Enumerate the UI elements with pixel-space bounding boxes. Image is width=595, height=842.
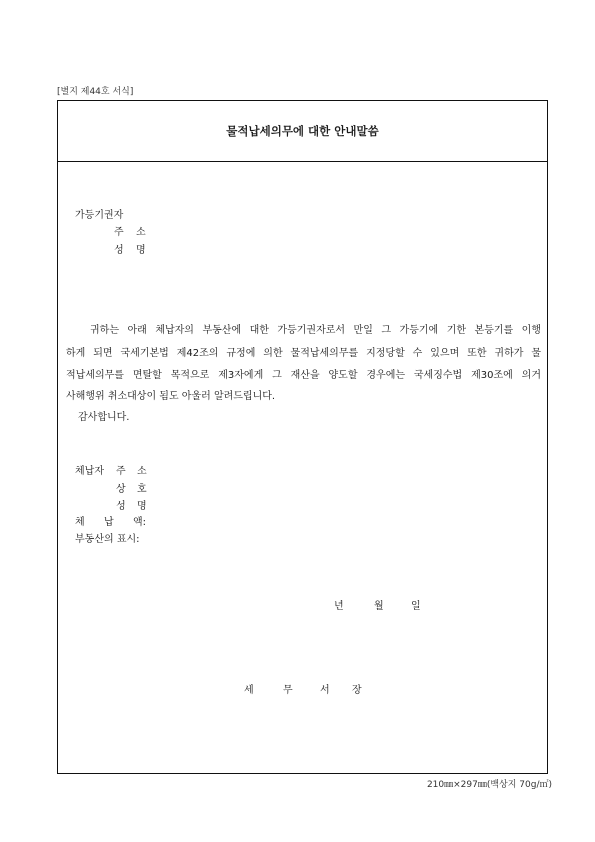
delinquent-heading: 체납자 (75, 466, 104, 477)
amount-label-char3: 액: (133, 517, 147, 528)
recipient-address-label-char2: 소 (136, 227, 146, 238)
recipient-name-label-char1: 성 (114, 245, 124, 256)
title-divider (57, 161, 548, 162)
amount-label-char2: 납 (104, 517, 114, 528)
signatory-char3: 서 (320, 685, 330, 696)
recipient-address-label-char1: 주 (114, 227, 124, 238)
delinquent-trade-name-label-char1: 상 (116, 484, 126, 495)
recipient-heading: 가등기권자 (75, 210, 124, 221)
date-day-label: 일 (411, 601, 421, 612)
form-border-box (57, 100, 548, 774)
signatory-char2: 무 (283, 685, 293, 696)
property-label: 부동산의 표시: (75, 534, 140, 545)
notice-line-3: 적납세의무를 면탈할 목적으로 제3자에게 그 재산을 양도할 경우에는 국세징수법 제30조에 의거 (66, 370, 541, 381)
amount-label-char1: 체 (75, 517, 85, 528)
delinquent-name-label-char2: 명 (137, 501, 147, 512)
form-number-label: [별지 제44호 서식] (57, 87, 134, 97)
delinquent-address-label-char2: 소 (137, 466, 147, 477)
delinquent-trade-name-label-char2: 호 (137, 484, 147, 495)
notice-line-1: 귀하는 아래 체납자의 부동산에 대한 가등기권자로서 만일 그 가등기에 기한 본등기를 이행 (90, 325, 541, 336)
recipient-name-label-char2: 명 (136, 245, 146, 256)
date-year-label: 년 (334, 601, 344, 612)
form-title: 물적납세의무에 대한 안내말씀 (226, 124, 379, 138)
date-month-label: 월 (374, 601, 384, 612)
closing-text: 감사합니다. (78, 412, 130, 423)
notice-line-4: 사해행위 취소대상이 됨도 아울러 알려드립니다. (66, 391, 276, 402)
notice-line-2: 하게 되면 국세기본법 제42조의 규정에 의한 물적납세의무를 지정당할 수 있으며 또한 귀하가 물 (66, 348, 541, 359)
delinquent-address-label-char1: 주 (116, 466, 126, 477)
signatory-char1: 세 (244, 685, 254, 696)
delinquent-name-label-char1: 성 (116, 501, 126, 512)
paper-spec: 210㎜×297㎜(백상지 70g/㎡) (426, 780, 552, 790)
signatory-char4: 장 (352, 685, 362, 696)
